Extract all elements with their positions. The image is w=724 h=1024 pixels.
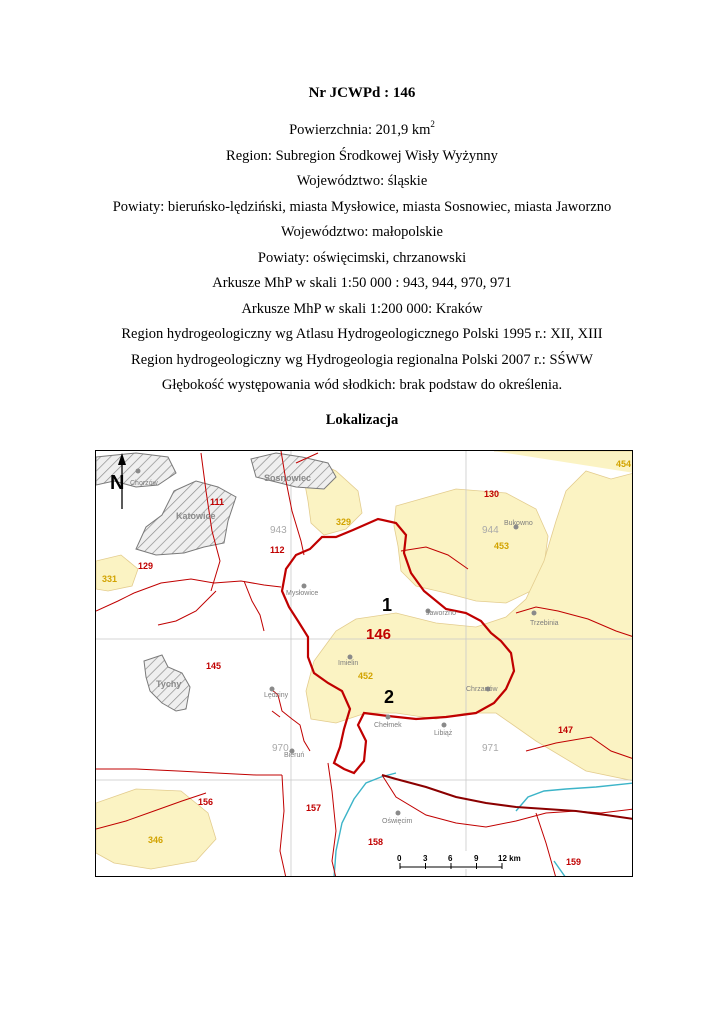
body-number: 158 <box>368 837 384 847</box>
town-label: Trzebinia <box>530 620 559 627</box>
main-body-label: 146 <box>366 626 392 643</box>
river <box>334 773 396 877</box>
region-line: Region: Subregion Środkowej Wisły Wyżynny <box>226 147 498 164</box>
body-number: 111 <box>210 497 225 507</box>
aquifer-number: 331 <box>102 574 118 584</box>
scale-bar <box>392 851 521 869</box>
town-label: Jaworzno <box>426 610 456 617</box>
body-number: 159 <box>566 857 582 867</box>
aquifer-number: 329 <box>336 517 352 527</box>
scale-tick: 12 km <box>498 854 521 863</box>
body-number: 129 <box>138 561 154 571</box>
city-label: Tychy <box>156 679 182 689</box>
body-number: 147 <box>558 725 574 735</box>
section-title: Lokalizacja <box>325 412 399 428</box>
town-label: Bukowno <box>504 520 533 527</box>
marker-2: 2 <box>384 687 395 707</box>
city-label: Sosnowiec <box>264 473 312 483</box>
city-label: Katowice <box>176 511 216 521</box>
aquifer-number: 346 <box>148 835 164 845</box>
scale-tick: 0 <box>397 854 402 863</box>
river <box>516 783 633 811</box>
body-number: 130 <box>484 489 500 499</box>
aquifer-number: 453 <box>494 541 510 551</box>
town-label: Bieruń <box>284 752 305 759</box>
aquifer-area <box>394 489 548 603</box>
area-line <box>0 118 724 144</box>
sheets-200k-line: Arkusze MhP w skali 1:200 000: Kraków <box>241 300 483 317</box>
location-map <box>95 450 633 877</box>
sheets-50k-line: Arkusze MhP w skali 1:50 000 : 943, 944, 970, 971 <box>212 275 512 291</box>
north-label: N <box>110 472 125 494</box>
area-text: Powierzchnia: 201,9 km <box>289 122 431 138</box>
marker-1: 1 <box>382 595 393 615</box>
area-superscript: 2 <box>430 119 435 129</box>
body-number: 156 <box>198 797 214 807</box>
aquifer-area <box>96 555 138 591</box>
counties-line: Powiaty: bieruńsko-lędziński, miasta Mysłowice, miasta Sosnowiec, miasta Jaworzno <box>112 198 612 215</box>
document-title: Nr JCWPd : 146 <box>308 85 416 101</box>
sheet-number: 970 <box>272 743 289 754</box>
aquifer-number: 454 <box>616 459 632 469</box>
town-label: Chorzów <box>130 480 158 487</box>
body-number: 157 <box>306 803 322 813</box>
body-number: 145 <box>206 661 222 671</box>
town-label: Oświęcim <box>382 818 413 825</box>
town-label: Chrzanów <box>466 686 498 693</box>
counties-line: Powiaty: oświęcimski, chrzanowski <box>257 249 467 266</box>
river <box>554 861 566 877</box>
voivodeship-line: Województwo: śląskie <box>296 173 428 189</box>
sheet-number: 971 <box>482 743 499 754</box>
hydro-region-1995-line: Region hydrogeologiczny wg Atlasu Hydrogeologicznego Polski 1995 r.: XII, XIII <box>121 326 603 342</box>
body-number: 112 <box>270 545 285 555</box>
scale-tick: 9 <box>474 854 479 863</box>
town-label: Mysłowice <box>286 590 319 597</box>
depth-line: Głębokość występowania wód słodkich: brak podstaw do określenia. <box>161 377 563 393</box>
scale-tick: 3 <box>423 854 428 863</box>
town-label: Lędziny <box>264 692 289 699</box>
town-label: Imielin <box>338 660 359 667</box>
town-label: Libiąż <box>434 730 453 737</box>
sheet-number: 943 <box>270 525 287 536</box>
info-block <box>0 118 724 399</box>
voivodeship-line: Województwo: małopolskie <box>281 224 443 240</box>
city-area-sosnowiec <box>251 453 336 489</box>
sheet-number: 944 <box>482 525 499 536</box>
aquifer-number: 452 <box>358 671 374 681</box>
town-label: Chełmek <box>374 722 402 729</box>
scale-tick: 6 <box>448 854 453 863</box>
hydro-region-2007-line: Region hydrogeologiczny wg Hydrogeologia regionalna Polski 2007 r.: SŚWW <box>131 351 593 368</box>
